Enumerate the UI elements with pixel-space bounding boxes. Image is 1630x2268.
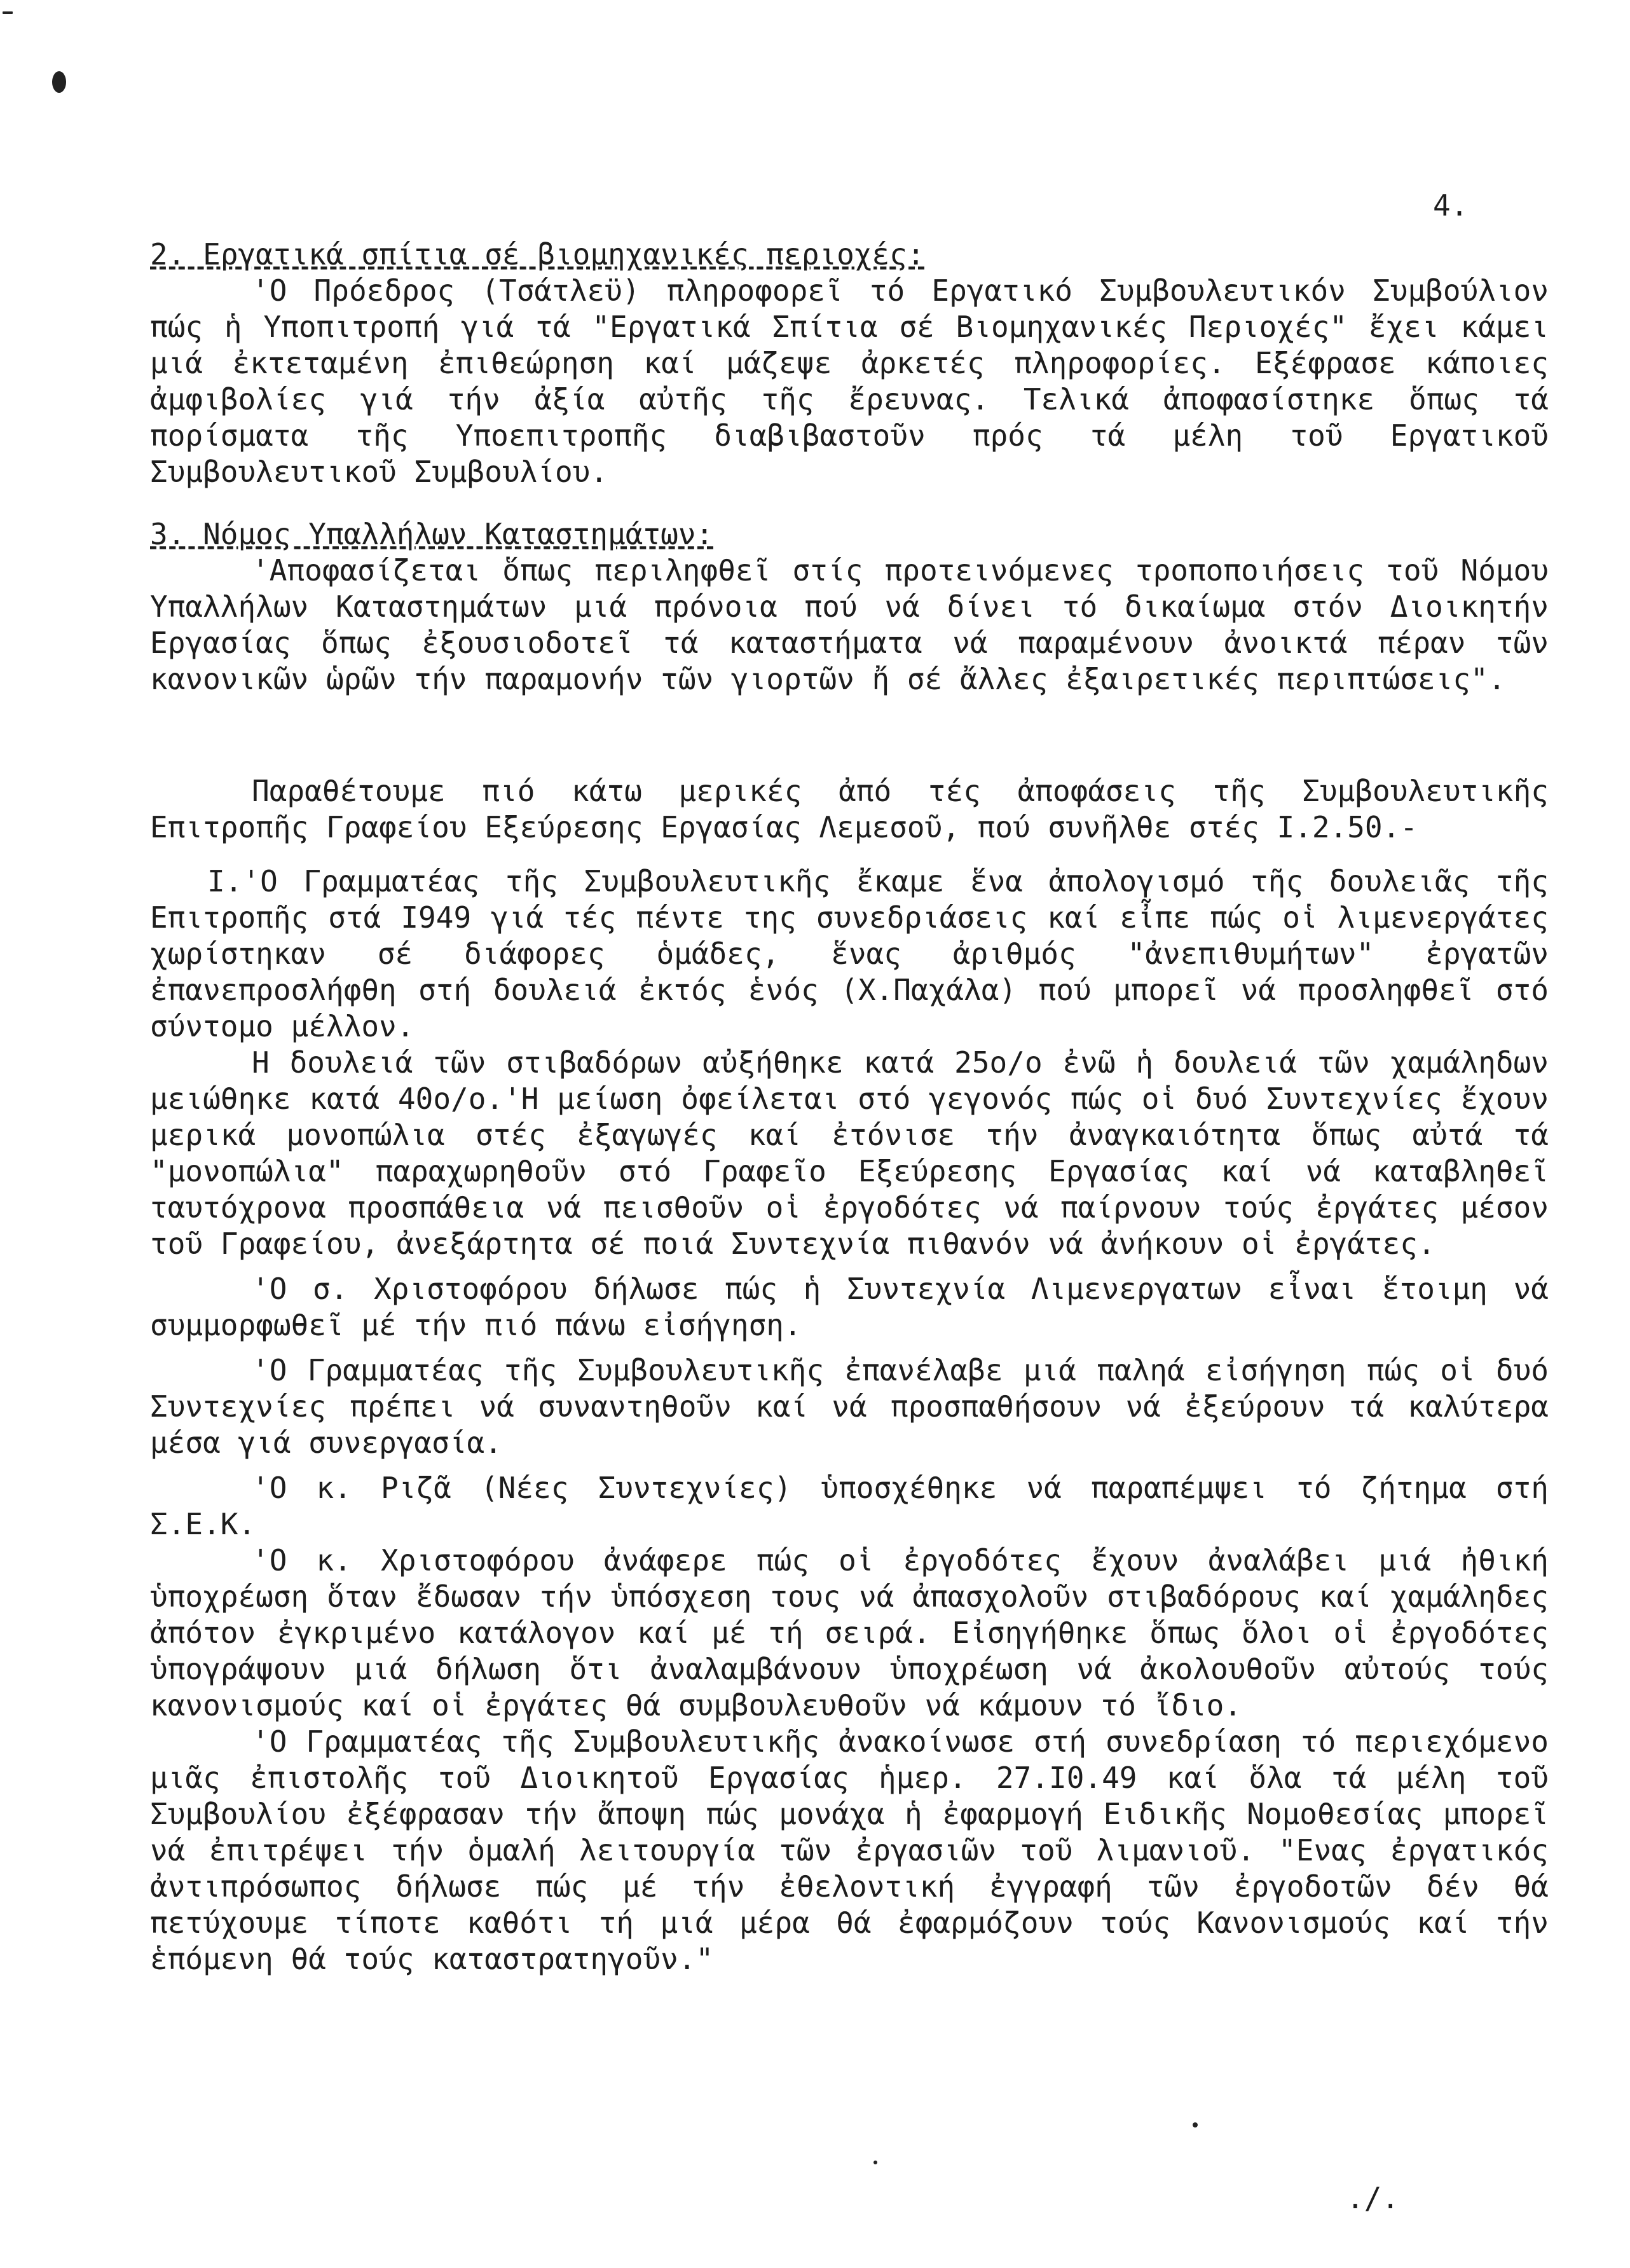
section-2-heading: 2. Εργατικά σπίτια σέ βιομηχανικές περιοχές: bbox=[150, 237, 925, 271]
scan-speck bbox=[873, 2161, 877, 2164]
minute-paragraph: 'Ο σ. Χριστοφόρου δήλωσε πώς ἡ Συντεχνία Λιμενεργατων εἶναι ἕτοιμη νά συμμορφωθεῖ μέ τήν πιό πάνω εἰσήγηση. bbox=[150, 1272, 1549, 1342]
minute-paragraph: 'Ο κ. Ριζᾶ (Νέες Συντεχνίες) ὑποσχέθηκε νά παραπέμψει τό ζήτημα στή Σ.Ε.Κ. bbox=[150, 1471, 1549, 1541]
intro-paragraph: Παραθέτουμε πιό κάτω μερικές ἀπό τές ἀποφάσεις τῆς Συμβουλευτικῆς Επιτροπῆς Γραφείου Εξεύρεσης Εργασίας Λεμεσοῦ, πού συνῆλθε στές Ι.2.50.- bbox=[150, 774, 1549, 844]
section-2-paragraph: 'Ο Πρόεδρος (Τσάτλεϋ) πληροφορεῖ τό Εργατικό Συμβουλευτικόν Συμβούλιον πώς ἡ Υποπιτροπή γιά τά "Εργατικά Σπίτια σέ Βιομηχανικές Περιοχές" ἔχει κάμει μιά ἐκτεταμένη ἐπιθεώρηση καί μάζεψε ἀρκετές πληροφορίες. Εξέφρασε κάποιες ἀμφιβολίες γιά τήν ἀξία αὐτῆς τῆς ἔρευνας. Τελικά ἀποφασίστηκε ὅπως τά πορίσματα τῆς Υποεπιτροπῆς διαβιβαστοῦν πρός τά μέλη τοῦ Εργατικοῦ Συμβουλευτικοῦ Συμβουλίου. bbox=[150, 273, 1549, 489]
section-3-heading: 3. Νόμος Υπαλλήλων Καταστημάτων: bbox=[150, 517, 714, 551]
minute-paragraph: 'Ο Γραμματέας τῆς Συμβουλευτικῆς ἐπανέλαβε μιά παληά εἰσήγηση πώς οἱ δυό Συντεχνίες πρέπει νά συναντηθοῦν καί νά προσπαθήσουν νά ἐξεύρουν τά καλύτερα μέσα γιά συνεργασία. bbox=[150, 1353, 1549, 1460]
section-3 bbox=[150, 516, 1549, 698]
scan-speck bbox=[52, 71, 66, 93]
intro bbox=[150, 773, 1549, 846]
page-number: 4. bbox=[1433, 188, 1469, 223]
scan-speck bbox=[1193, 2122, 1198, 2127]
minute-paragraph: 'Ο κ. Χριστοφόρου ἀνάφερε πώς οἱ ἐργοδότες ἔχουν ἀναλάβει μιά ἠθική ὑποχρέωση ὅταν ἔδωσαν τήν ὑπόσχεση τους νά ἀπασχολοῦν στιβαδόρους καί χαμάληδες ἀπότον ἐγκριμένο κατάλογον καί μέ τή σειρά. Εἰσηγήθηκε ὅπως ὅλοι οἱ ἐργοδότες ὑπογράψουν μιά δήλωση ὅτι ἀναλαμβάνουν ὑποχρέωση νά ἀκολουθοῦν αὐτούς τούς κανονισμούς καί οἱ ἐργάτες θά συμβουλευθοῦν νά κάμουν τό ἴδιο. bbox=[150, 1543, 1549, 1722]
minute-paragraph: Ι.'Ο Γραμματέας τῆς Συμβουλευτικῆς ἔκαμε ἕνα ἀπολογισμό τῆς δουλειᾶς τῆς Επιτροπῆς στά Ι949 γιά τές πέντε της συνεδριάσεις καί εἶπε πώς οἱ λιμενεργάτες χωρίστηκαν σέ διάφορες ὁμάδες, ἕνας ἀριθμός "ἀνεπιθυμήτων" ἐργατῶν ἐπανεπροσλήφθη στή δουλειά ἐκτός ἑνός (Χ.Παχάλα) πού μπορεῖ νά προσληφθεῖ στό σύντομο μέλλον. bbox=[150, 864, 1549, 1043]
scan-speck bbox=[3, 11, 13, 14]
minute-paragraph: Η δουλειά τῶν στιβαδόρων αὐξήθηκε κατά 25ο/ο ἐνῶ ἡ δουλειά τῶν χαμάληδων μειώθηκε κατά 40ο/ο.'Η μείωση ὀφείλεται στό γεγονός πώς οἱ δυό Συντεχνίες ἔχουν μερικά μονοπώλια στές ἐξαγωγές καί ἐτόνισε τήν ἀναγκαιότητα ὅπως αὐτά τά "μονοπώλια" παραχωρηθοῦν στό Γραφεῖο Εξεύρεσης Εργασίας καί νά καταβληθεῖ ταυτόχρονα προσπάθεια νά πεισθοῦν οἱ ἐργοδότες νά παίρνουν τούς ἐργάτες μέσον τοῦ Γραφείου, ἀνεξάρτητα σέ ποιά Συντεχνία πιθανόν νά ἀνήκουν οἱ ἐργάτες. bbox=[150, 1045, 1549, 1261]
section-2 bbox=[150, 237, 1549, 490]
section-3-paragraph: 'Αποφασίζεται ὅπως περιληφθεῖ στίς προτεινόμενες τροποποιήσεις τοῦ Νόμου Υπαλλήλων Καταστημάτων μιά πρόνοια πού νά δίνει τό δικαίωμα στόν Διοικητήν Εργασίας ὅπως ἐξουσιοδοτεῖ τά καταστήματα νά παραμένουν ἀνοικτά πέραν τῶν κανονικῶν ὡρῶν τήν παραμονήν τῶν γιορτῶν ἤ σέ ἄλλες ἐξαιρετικές περιπτώσεις". bbox=[150, 553, 1549, 696]
minutes bbox=[150, 863, 1549, 1977]
continuation-mark: ./. bbox=[1346, 2181, 1400, 2215]
minute-paragraph: 'Ο Γραμματέας τῆς Συμβουλευτικῆς ἀνακοίνωσε στή συνεδρίαση τό περιεχόμενο μιᾶς ἐπιστολῆς τοῦ Διοικητοῦ Εργασίας ἡμερ. 27.Ι0.49 καί ὅλα τά μέλη τοῦ Συμβουλίου ἐξέφρασαν τήν ἄποψη πώς μονάχα ἡ ἐφαρμογή Ειδικῆς Νομοθεσίας μπορεῖ νά ἐπιτρέψει τήν ὁμαλή λειτουργία τῶν ἐργασιῶν τοῦ λιμανιοῦ. "Ενας ἐργατικός ἀντιπρόσωπος δήλωσε πώς μέ τήν ἐθελοντική ἐγγραφή τῶν ἐργοδοτῶν δέν θά πετύχουμε τίποτε καθότι τή μιά μέρα θά ἐφαρμόζουν τούς Κανονισμούς καί τήν ἑπόμενη θά τούς καταστρατηγοῦν." bbox=[150, 1724, 1549, 1976]
